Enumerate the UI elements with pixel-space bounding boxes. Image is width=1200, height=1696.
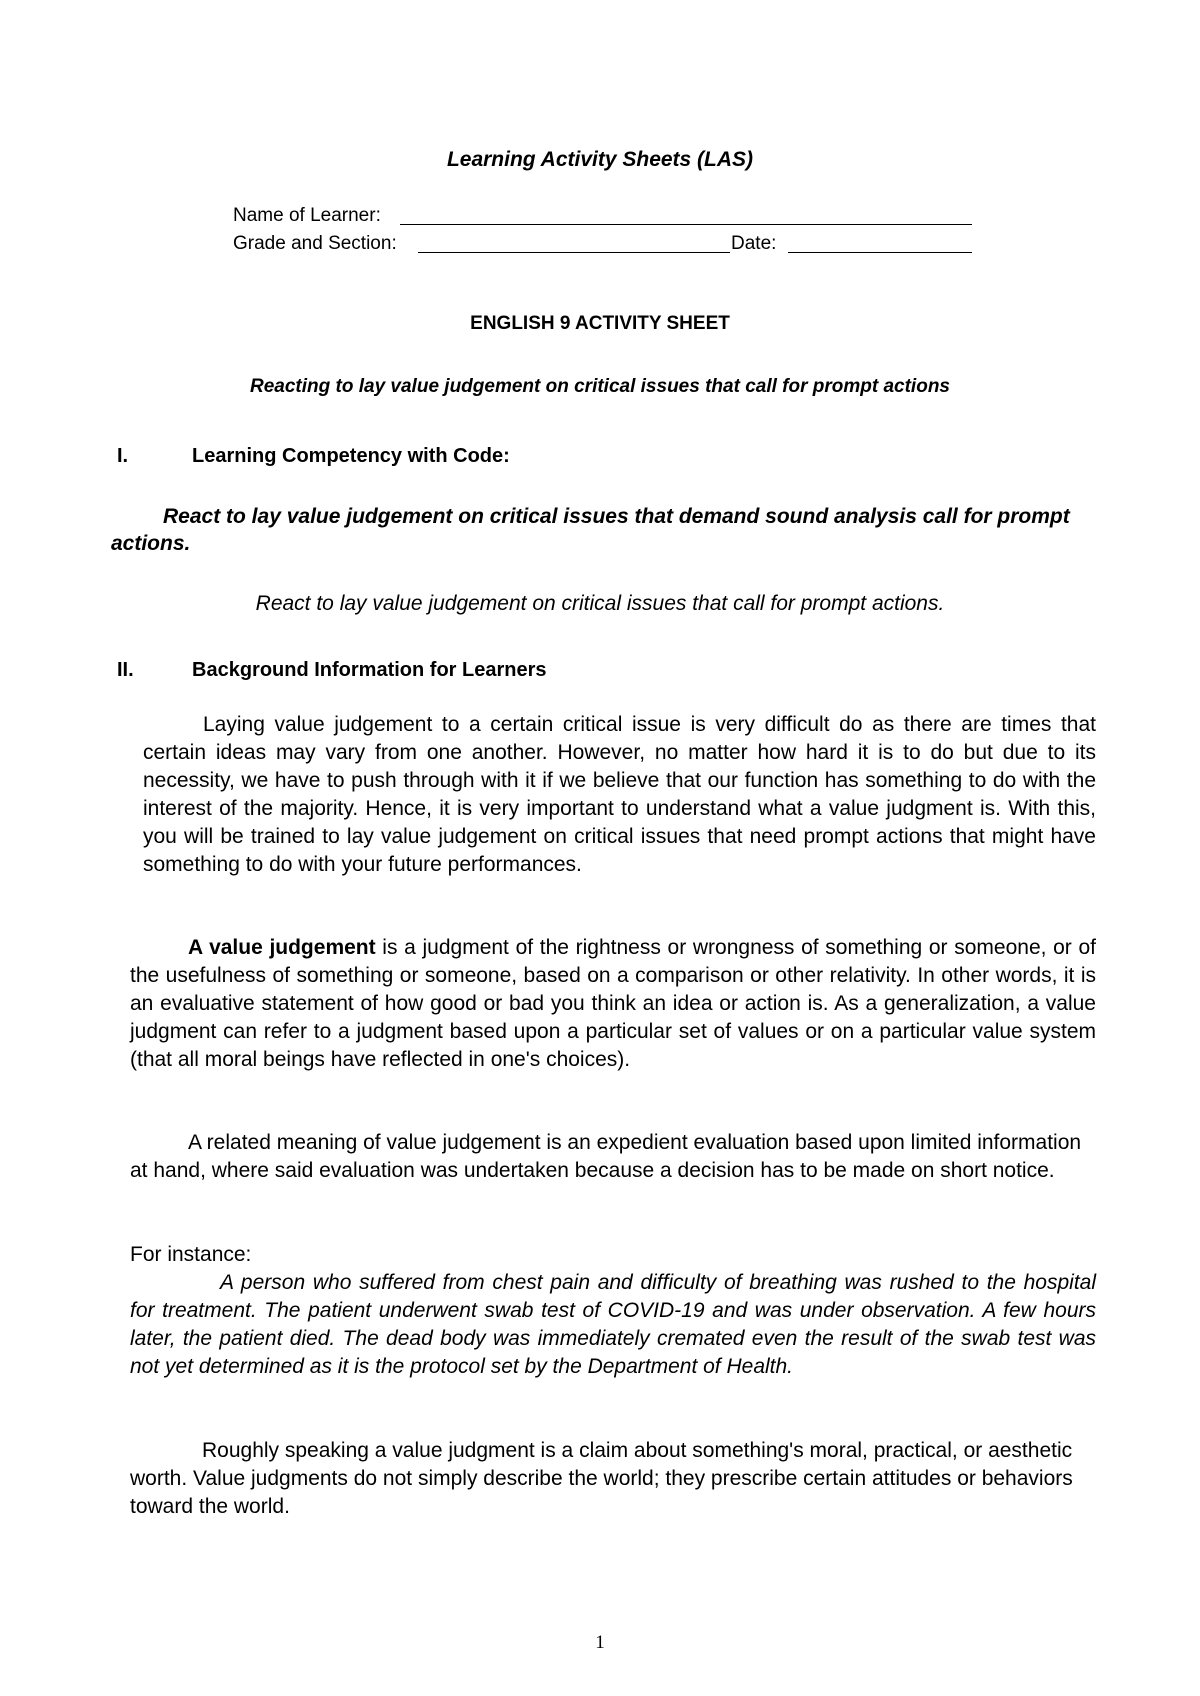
- competency-italic-statement: React to lay value judgement on critical issues that call for prompt actions.: [255, 592, 945, 615]
- grade-section-label: Grade and Section:: [233, 233, 397, 254]
- background-paragraph-1: Laying value judgement to a certain critical issue is very difficult do as there are times that certain ideas may vary from one another. However, no matter how hard it is to do but due to its necessity, we have to push through with it if we believe that our function has something to do with the interest of the majority. Hence, it is very important to understand what a value judgment is. With this, you will be trained to lay value judgement on critical issues that need prompt actions that might have something to do with your future performances.: [143, 713, 1096, 876]
- name-of-learner-line[interactable]: [400, 224, 972, 225]
- section-1-title: Learning Competency with Code:: [192, 445, 510, 467]
- sheet-title: ENGLISH 9 ACTIVITY SHEET: [470, 313, 730, 334]
- for-instance-label: For instance:: [130, 1243, 252, 1266]
- date-line[interactable]: [788, 252, 972, 253]
- section-2-title: Background Information for Learners: [192, 659, 547, 681]
- page-number: 1: [595, 1632, 605, 1653]
- competency-statement: React to lay value judgement on critical issues that demand sound analysis call for prompt actions.: [111, 505, 1070, 555]
- section-2-number: II.: [117, 659, 134, 681]
- grade-section-line[interactable]: [418, 252, 730, 253]
- las-title: Learning Activity Sheets (LAS): [446, 148, 754, 171]
- related-meaning-paragraph: A related meaning of value judgement is an expedient evaluation based upon limited information at hand, where said evaluation was undertaken because a decision has to be made on short notice.: [130, 1131, 1082, 1182]
- section-1-number: I.: [117, 445, 129, 467]
- sheet-subtitle: Reacting to lay value judgement on critical issues that call for prompt actions: [250, 376, 950, 397]
- roughly-speaking-paragraph: Roughly speaking a value judgment is a claim about something's moral, practical, or aesthetic worth. Value judgments do not simply describe the world; they prescribe certain attitudes or behaviors toward the world.: [130, 1439, 1073, 1518]
- name-of-learner-label: Name of Learner:: [233, 205, 381, 226]
- value-judgement-term: A value judgement: [188, 936, 376, 959]
- value-judgement-definition: [130, 934, 1096, 1074]
- date-label: Date:: [731, 233, 777, 254]
- value-judgement-definition-text: is a judgment of the rightness or wrongness of something or someone, or of the usefulness of something or someone, based on a comparison or other relativity. In other words, it is an evaluative statement of how good or bad you think an idea or action is. As a generalization, a value judgment can refer to a judgment based upon a particular set of values or on a particular value system (that all moral beings have reflected in one's choices).: [130, 936, 1096, 1071]
- instance-example-text: A person who suffered from chest pain and difficulty of breathing was rushed to the hospital for treatment. The patient underwent swab test of COVID-19 and was under observation. A few hours later, the patient died. The dead body was immediately cremated even the result of the swab test was not yet determined as it is the protocol set by the Department of Health.: [130, 1271, 1096, 1378]
